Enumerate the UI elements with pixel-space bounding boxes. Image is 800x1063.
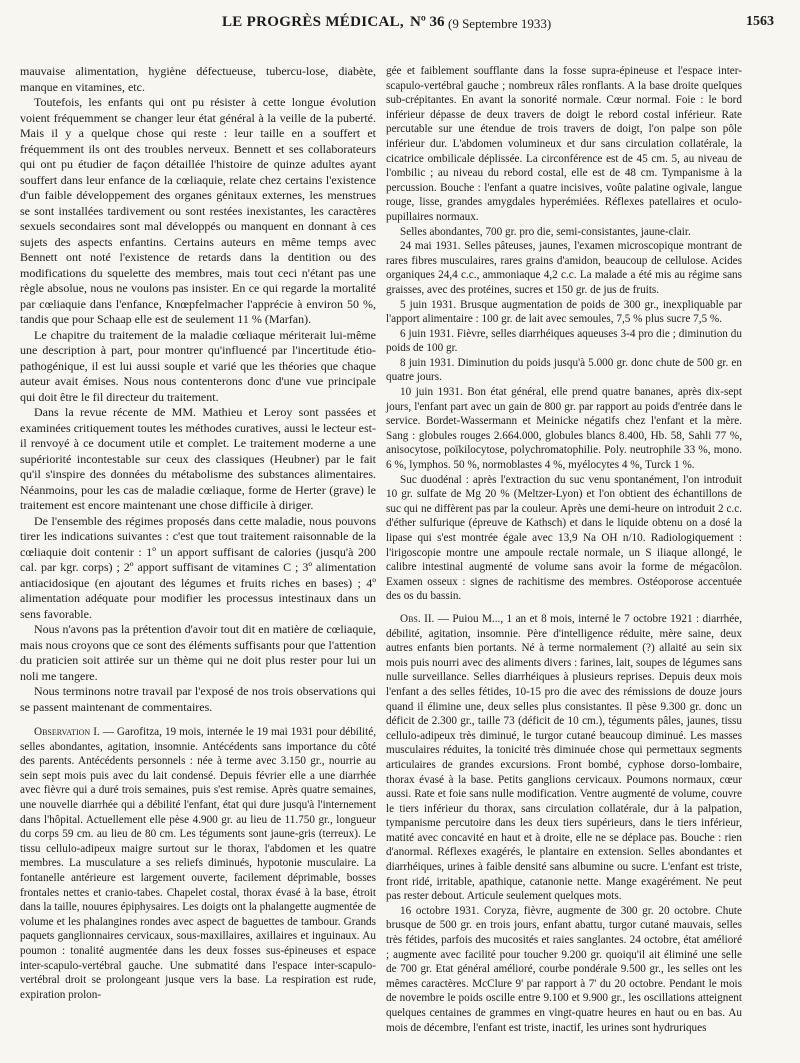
- paragraph: 8 juin 1931. Diminution du poids jusqu'à 5.000 gr. donc chute de 500 gr. en quatre jours.: [386, 356, 742, 384]
- observation-1-text: — Garofitza, 19 mois, internée le 19 mai 1931 pour débilité, selles abondantes, agitation, insomnie. Antécédents sans importance du côté des parents. Antécédents personnels : née à terme avec 3.150 gr., nourrie au sein sept mois puis avec du lait condensé. Depuis février elle a une diarrhée avec fièvre qui a duré trois semaines, puis s'est remise. Après quatre semaines, une nouvelle diarrhée qui a débilité l'enfant, état qui dure jusqu'à l'internement dans l'hôpital. Actuellement elle pèse 4.900 gr. au lieu de 11.750 gr., longueur du corps 59 cm. au lieu de 80 cm. Les téguments sont jaune-gris (terreux). Le tissu cellulo-adipeux maigre surtout sur le thorax, l'abdomen et les quatre membres. La musculature a ses reliefs diminués, hypotonie musculaire. La fontanelle antérieure est largement ouverte, facilement déprimable, bosses frontales nettes et cranio-tabes. Chapelet costal, thorax évasé à la base, étroit dans la taille, nouures épiphysaires. Les doigts ont la phalangette augmentée de volume et les phalangines rondes avec aspect de baguettes de tambour. Grands paquets ganglionnaires cervicaux, sous-maxillaires, axillaires et inguinaux. Au poumon : tonalité augmentée dans les deux fosses sus-épineuses et espace inter-scapulo-vertébral gauche. Une submatité dans l'espace inter-scapulo-vertébral droit se prolongeant jusque vers la base. La respiration est rude, expiration prolon-: [20, 726, 376, 1001]
- paragraph: 10 juin 1931. Bon état général, elle prend quatre bananes, après dix-sept jours, l'enfant part avec un gain de 800 gr. par rapport au poids d'entrée dans le service. Bordet-Wassermann et Meinicke négatifs chez l'enfant et la mère. Sang : globules rouges 2.664.000, globules blancs 8.400, Hb. 58, Sahli 77 %, anisocytose, poïkilocytose, polychromatophilie. Poly. neutrophile 33 %, mono. 6 %, lymphos. 50 %, normoblastes 4 %, myélocytes 4 %, Turck 1 %.: [386, 386, 742, 472]
- page-header: [20, 8, 780, 36]
- right-column: [386, 64, 742, 1035]
- paragraph: Toutefois, les enfants qui ont pu résister à cette longue évolution voient fréquemment se changer leur état général à la veille de la puberté. Mais il y a quelque chose qui reste : leur taille en a souffert et fréquemment ils ont des troubles nerveux. Bennett et ses collaborateurs qui ont pu étudier de façon détaillée l'histoire de quinze adultes ayant souffert dans leur enfance de la cœliaquie, relate chez certains l'existence d'un faible développement des organes génitaux externes, les menstrues se sont installées tardivement ou sont restées inexistantes, les caractères sexuels secondaires sont mal développés ou manquent en donnant à ces sujets des aspects enfantins. Certains auteurs en même temps avec Bennett ont noté l'existence de retards dans la dentition ou des modifications du squelette des membres, mais tout ceci n'étant pas une règle absolue, nous ne voulons pas insister. En ce qui regarde la mortalité par cœliaquie dans l'enfance, Knœpfelmacher l'apprécie à environ 50 %, tandis que pour Schaap elle est de seulement 11 % (Marfan).: [20, 95, 376, 326]
- paragraph: Nous terminons notre travail par l'exposé de nos trois observations qui se passent maintenant de commentaires.: [20, 684, 376, 714]
- observation-2-text: — Puiou M..., 1 an et 8 mois, interné le 7 octobre 1921 : diarrhée, débilité, agitation, insomnie. Père d'intelligence réduite, mère saine, deux autres enfants bien portants. Né à terme normalement (?) allaité au sein six mois puis nourri avec des aliments divers : farines, lait, soupes de légumes sans nulle surveillance. Selles diarrhéiques à plusieurs reprises. Depuis deux mois l'enfant a des selles fétides, 10-15 pro die avec des rémissions de douze jours quand il élimine une, deux selles plus consistantes. Il pèse 9.300 gr. donc un déficit de 2.300 gr., taille 73 (déficit de 10 cm.), téguments pâles, jaunes, tissu cellulo-adipeux très diminué, le turgor cutané beaucoup diminué. Les masses musculaires réduites, la tonicité très diminuée chose qui permettaux segments articulaires de grandes excursions. Front bombé, cyphose dorso-lombaire, thorax évasé à la base. Petits ganglions cervicaux. Poumons normaux, cœur aussi. Rate et foie sans nulle modification. Ventre augmenté de volume, couvre le tiers inférieur du thorax, sans circulation collatérale, dur à la palpation, tympanisme percutoire dans les deux tiers supérieurs, dans le tiers inférieur, matité avec concavité en haut et à droite, elle ne se déplace pas. Bouche : rien d'anormal. Réflexes exagérés, le plantaire en extension. Selles abondantes et diarrhéiques, urines à faible densité sans albumine ou sucre. L'enfant est triste, front ridé, irritable, apathique, catanonie nette. Mange exagérément. Ne peut pas rester debout. Articule seulement quelques mots.: [386, 612, 742, 903]
- paragraph: mauvaise alimentation, hygiène défectueuse, tubercu-lose, diabète, manque en vitamines, etc.: [20, 64, 376, 94]
- paragraph: De l'ensemble des régimes proposés dans cette maladie, nous pouvons tirer les indications suivantes : c'est que tout traitement raisonnable de la cœliaquie doit contenir : 1º un apport suffisant de calories (jusqu'à 200 cal. par kgr. corps) ; 2º apport suffisant de vitamines C ; 3º alimentation antiacidosique (en ajoutant des légumes et fruits riches en bases) ; 4º alimentation adéquate pour modifier les processus intestinaux dans un sens favorable.: [20, 513, 376, 621]
- left-column: [20, 64, 376, 1002]
- paragraph: Dans la revue récente de MM. Mathieu et Leroy sont passées et examinées critiquement toutes les méthodes curatives, aussi le lecteur est-il renvoyé à ce document utile et complet. Le traitement moderne a une supériorité incontestable sur ceux des classiques (Heubner) par le fait qu'il s'inspire des données du métabolisme des substances alimentaires. Néanmoins, pour les cas de maladie cœliaque, forme de Herter (grave) le traitement est encore maintenant une chose difficile à diriger.: [20, 405, 376, 512]
- paragraph: Selles abondantes, 700 gr. pro die, semi-consistantes, jaune-clair.: [400, 225, 691, 238]
- observation-2: [386, 612, 742, 904]
- paragraph: gée et faiblement soufflante dans la fosse supra-épineuse et l'espace inter-scapulo-vertébral gauche ; nombreux râles ronflants. A la base droite quelques sub-crépitantes. En avant la sonorité normale. Cœur normal. Foie : le bord inférieur dépasse de deux travers de doigt le rebord costal inférieur. Rate percutable sur une étendue de trois travers de doigt, l'on palpe son pôle inférieur dur. L'abdomen volumineux et dur sans circulation collatérale, la cicatrice ombilicale déplissée. La circonférence est de 45 cm. 5, au niveau de l'ombilic ; au niveau du rebord costal, elle est de 48 cm. Tympanisme à la percussion. Bouche : l'enfant a quatre incisives, voûte palatine ogivale, langue rouge, lisse, grandes amygdales hyperémiées. Réflexes patellaires et oculo-pupillaires normaux.: [386, 65, 742, 223]
- paragraph: 5 juin 1931. Brusque augmentation de poids de 300 gr., inexpliquable par l'apport alimentaire : 100 gr. de lait avec semoules, 7,5 % plus sucre 7,5 %.: [386, 298, 742, 326]
- observation-2-label: Obs. II.: [400, 612, 435, 625]
- paragraph: Suc duodénal : après l'extraction du suc venu spontanément, l'on introduit 10 gr. sulfate de Mg 20 % (Meltzer-Lyon) et l'on obtient des échantillons de suc qui ne diffèrent pas par la couleur. Après une demi-heure on introduit 2 c.c. d'éther sulfurique (épreuve de Kathsch) et dans le liquide obtenu on a dosé la lipase qui s'est montrée égale avec 13,9 Na OH n/10. Radiologiquement : l'irigoscopie montre une ampoule rectale normale, un S iliaque allongé, le calibre intestinal augmenté de volume sans avoir la forme de mégacôlon. Examen osseux : signes de rachitisme des membres. Ostéoporose accentuée des os du bassin.: [386, 473, 742, 603]
- paragraph: 24 mai 1931. Selles pâteuses, jaunes, l'examen microscopique montrant de rares fibres musculaires, rares grains d'amidon, beaucoup de cellulose. Acides organiques 24,4 c.c., ammoniaque 4,2 c.c. La malade a été mis au régime sans graisses, avec des protéines, sucres et 150 gr. de jus de fruits.: [386, 240, 742, 296]
- paragraph: Le chapitre du traitement de la maladie cœliaque mériterait lui-même une description à part, pour montrer qu'influencé par l'incertitude étio-pathogénique, il est lui aussi souple et varié que les théories que chaque auteur avait émises. Nous nous contenterons donc d'une vue principale qui doit être le fil directeur du traitement.: [20, 327, 376, 404]
- paragraph: 6 juin 1931. Fièvre, selles diarrhéiques aqueuses 3-4 pro die ; diminution du poids de 100 gr.: [386, 327, 742, 355]
- paragraph: Nous n'avons pas la prétention d'avoir tout dit en matière de cœliaquie, mais nous croyons que ce sont des éléments suffisants pour que l'attention du praticien soit attirée sur un thème qui ne doit plus rester pour lui un noli me tangere.: [20, 622, 376, 683]
- page-number: 1563: [746, 14, 774, 29]
- issue-date: (9 Septembre 1933): [448, 16, 552, 31]
- journal-title: LE PROGRÈS MÉDICAL,: [222, 14, 404, 30]
- observation-1: [20, 725, 376, 1002]
- issue-number: Nº 36: [410, 14, 445, 30]
- paragraph: 16 octobre 1931. Coryza, fièvre, augmente de 300 gr. 20 octobre. Chute brusque de 500 gr. en trois jours, enfant abattu, turgor cutané mauvais, selles très fétides, parfois des mucosités et raies sanglantes. 24 octobre, état amélioré ; augmente avec facilité pour toucher 9.200 gr. quoiqu'il ait éliminé une selle de 700 gr. Etat général amélioré, courbe pondérale 9.500 gr., les selles ont les mêmes caractères. McClure 9' par rapport à 7' du 20 octobre. Pendant le mois de novembre le poids oscille entre 9.100 et 9.900 gr., les oscillations atteignent quelques centaines de grammes en vingt-quatre heures en haut ou en bas. Au mois de décembre, l'enfant est triste, inactif, les urines sont hydruriques: [386, 904, 742, 1034]
- observation-1-label: Observation I.: [34, 726, 100, 738]
